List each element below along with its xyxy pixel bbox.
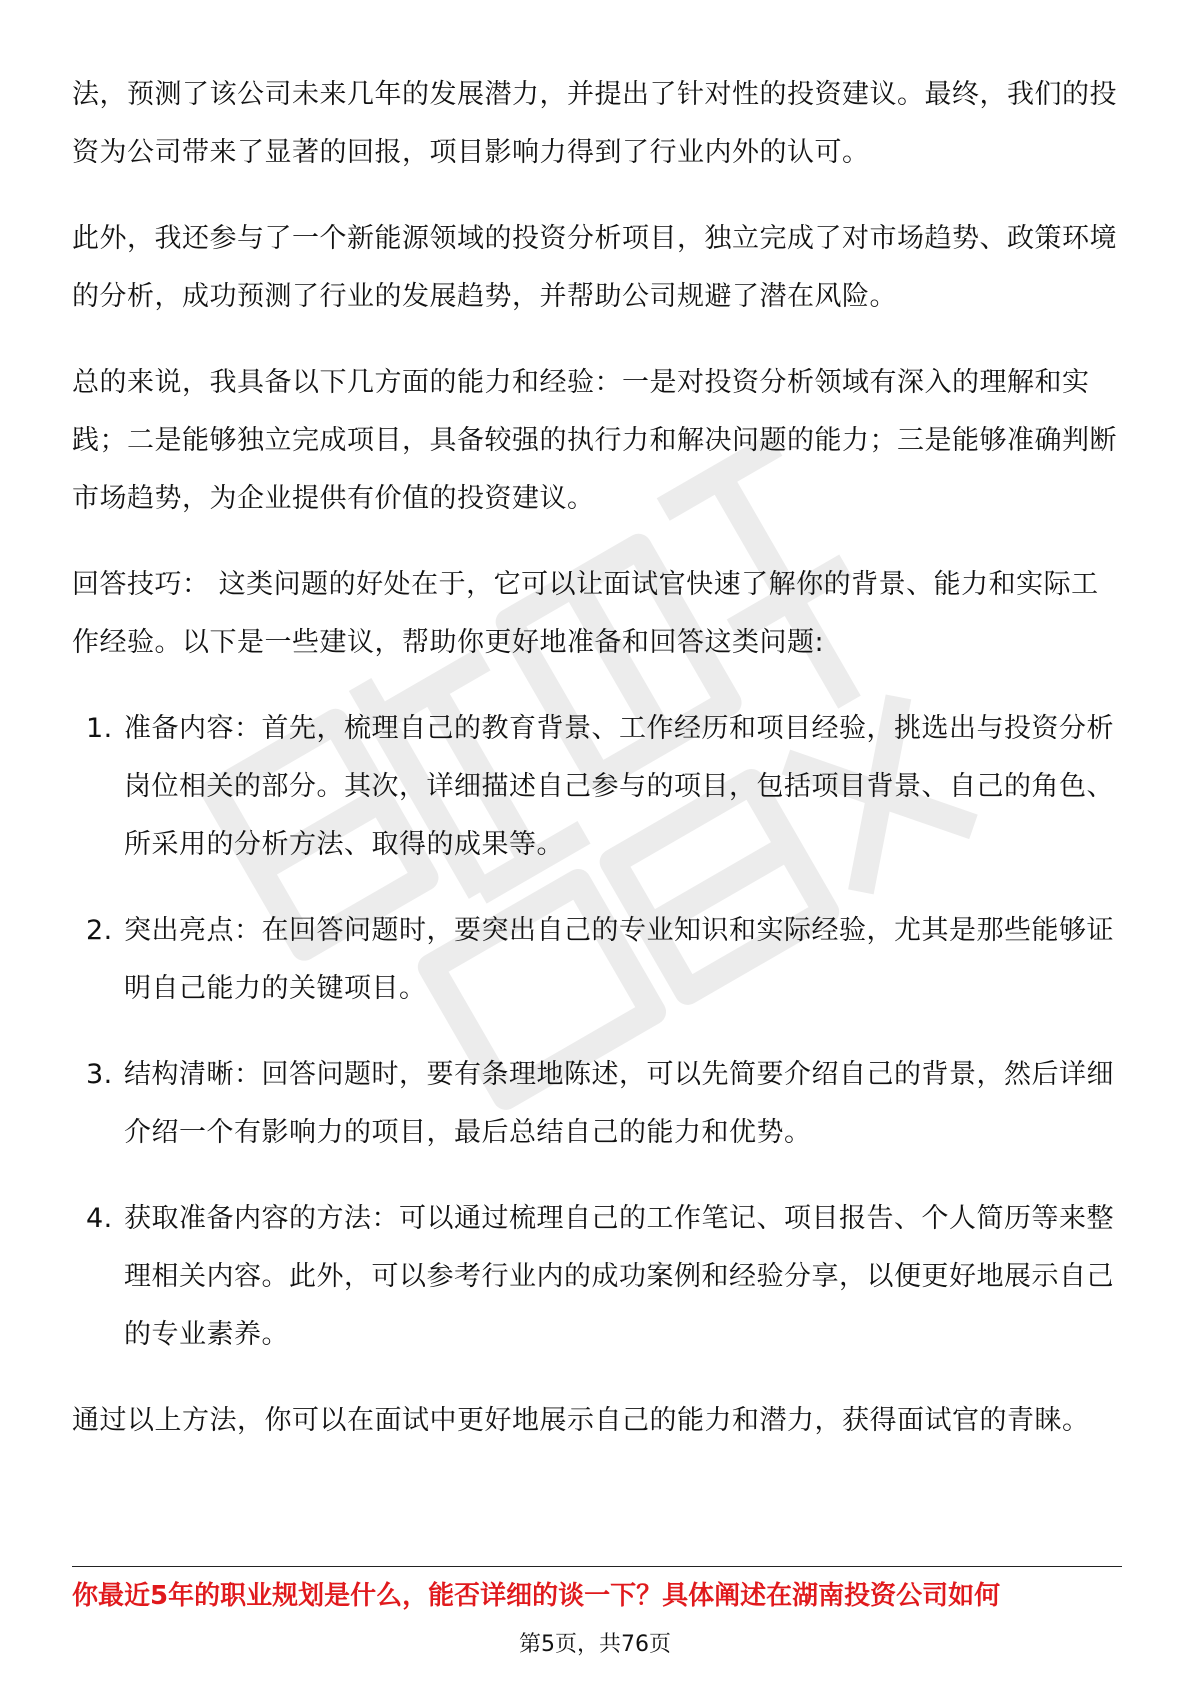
document-body — [72, 66, 1122, 1478]
paragraph-summary: 总的来说，我具备以下几方面的能力和经验：一是对投资分析领域有深入的理解和实践；二是能够独立完成项目，具备较强的执行力和解决问题的能力；三是能够准确判断市场趋势，为企业提供有价值的投资建议。 — [72, 367, 1117, 514]
page-number-footer: 第5页，共76页 — [519, 1632, 671, 1657]
next-question-heading: 你最近5年的职业规划是什么，能否详细的谈一下？具体阐述在湖南投资公司如何 — [72, 1581, 1001, 1611]
paragraph-answer-tips: 回答技巧： 这类问题的好处在于，它可以让面试官快速了解你的背景、能力和实际工作经验。以下是一些建议，帮助你更好地准备和回答这类问题: — [72, 569, 1099, 658]
paragraph-closing: 通过以上方法，你可以在面试中更好地展示自己的能力和潜力，获得面试官的青睐。 — [72, 1405, 1090, 1436]
list-item — [72, 902, 1122, 1018]
list-item — [72, 1046, 1122, 1162]
list-number: 4. — [86, 1203, 113, 1234]
list-text: 突出亮点：在回答问题时，要突出自己的专业知识和实际经验，尤其是那些能够证明自己能力的关键项目。 — [124, 915, 1114, 1004]
list-item — [72, 700, 1122, 874]
list-number: 3. — [86, 1059, 113, 1090]
list-text: 准备内容：首先，梳理自己的教育背景、工作经历和项目经验，挑选出与投资分析岗位相关的部分。其次，详细描述自己参与的项目，包括项目背景、自己的角色、所采用的分析方法、取得的成果等。 — [124, 713, 1114, 860]
paragraph-investment-result: 法，预测了该公司未来几年的发展潜力，并提出了针对性的投资建议。最终，我们的投资为公司带来了显著的回报，项目影响力得到了行业内外的认可。 — [72, 79, 1117, 168]
tips-list — [72, 700, 1122, 1364]
list-text: 结构清晰：回答问题时，要有条理地陈述，可以先简要介绍自己的背景，然后详细介绍一个有影响力的项目，最后总结自己的能力和优势。 — [124, 1059, 1114, 1148]
list-item — [72, 1190, 1122, 1364]
list-text: 获取准备内容的方法：可以通过梳理自己的工作笔记、项目报告、个人简历等来整理相关内容。此外，可以参考行业内的成功案例和经验分享，以便更好地展示自己的专业素养。 — [124, 1203, 1114, 1350]
list-number: 1. — [86, 713, 113, 744]
section-divider — [72, 1566, 1122, 1567]
list-number: 2. — [86, 915, 113, 946]
paragraph-new-energy-project: 此外，我还参与了一个新能源领域的投资分析项目，独立完成了对市场趋势、政策环境的分析，成功预测了行业的发展趋势，并帮助公司规避了潜在风险。 — [72, 223, 1117, 312]
